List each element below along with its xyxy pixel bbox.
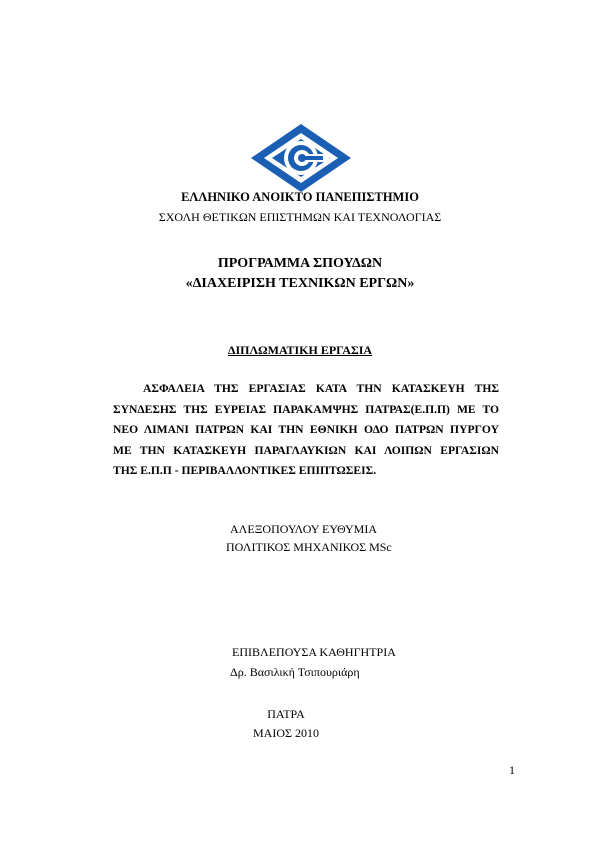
thesis-title-line: ΜΕ ΤΗΝ ΚΑΤΑΣΚΕΥΗ ΠΑΡΑΓΛΑΥΚΙΩΝ ΚΑΙ ΛΟΙΠΩΝ ΕΡΓΑΣΙΩΝ <box>113 443 499 457</box>
thesis-title-line: ΣΥΝΔΕΣΗΣ ΤΗΣ ΕΥΡΕΙΑΣ ΠΑΡΑΚΑΜΨΗΣ ΠΑΤΡΑΣ(Ε.Π.Π) ΜΕ ΤΟ <box>113 402 499 416</box>
page-number: 1 <box>509 763 515 777</box>
thesis-title-line: ΝΕΟ ΛΙΜΑΝΙ ΠΑΤΡΩΝ ΚΑΙ ΤΗΝ ΕΘΝΙΚΗ ΟΔΟ ΠΑΤΡΩΝ ΠΥΡΓΟΥ <box>113 423 499 436</box>
school-name: ΣΧΟΛΗ ΘΕΤΙΚΩΝ ΕΠΙΣΤΗΜΩΝ ΚΑΙ ΤΕΧΝΟΛΟΓΙΑΣ <box>158 210 442 224</box>
thesis-label: ΔΙΠΛΩΜΑΤΙΚΗ ΕΡΓΑΣΙΑ <box>227 343 373 357</box>
university-name: ΕΛΛΗΝΙΚΟ ΑΝΟΙΚΤΟ ΠΑΝΕΠΙΣΤΗΜΙΟ <box>181 190 419 204</box>
supervisor-name: Δρ. Βασιλική Τσιπουριάρη <box>230 665 360 679</box>
thesis-title <box>113 379 499 482</box>
author-title: ΠΟΛΙΤΙΚΟΣ ΜΗΧΑΝΙΚΟΣ MSc <box>226 540 392 554</box>
supervisor-label: ΕΠΙΒΛΕΠΟΥΣΑ ΚΑΘΗΓΗΤΡΙΑ <box>232 645 396 659</box>
place: ΠΑΤΡΑ <box>267 707 305 721</box>
university-logo-icon <box>251 124 351 192</box>
thesis-title-line: ΑΣΦΑΛΕΙΑ ΤΗΣ ΕΡΓΑΣΙΑΣ ΚΑΤΑ ΤΗΝ ΚΑΤΑΣΚΕΥΗ ΤΗΣ <box>143 382 499 395</box>
program-name: «ΔΙΑΧΕΙΡΙΣΗ ΤΕΧΝΙΚΩΝ ΕΡΓΩΝ» <box>185 276 415 291</box>
program-label: ΠΡΟΓΡΑΜΜΑ ΣΠΟΥΔΩΝ <box>217 256 383 271</box>
thesis-title-line: ΤΗΣ Ε.Π.Π - ΠΕΡΙΒΑΛΛΟΝΤΙΚΕΣ ΕΠΙΠΤΩΣΕΙΣ. <box>113 464 377 477</box>
author-name: ΑΛΕΞΟΠΟΥΛΟΥ ΕΥΘΥΜΙΑ <box>230 522 378 536</box>
date: ΜΑΙΟΣ 2010 <box>253 726 319 740</box>
